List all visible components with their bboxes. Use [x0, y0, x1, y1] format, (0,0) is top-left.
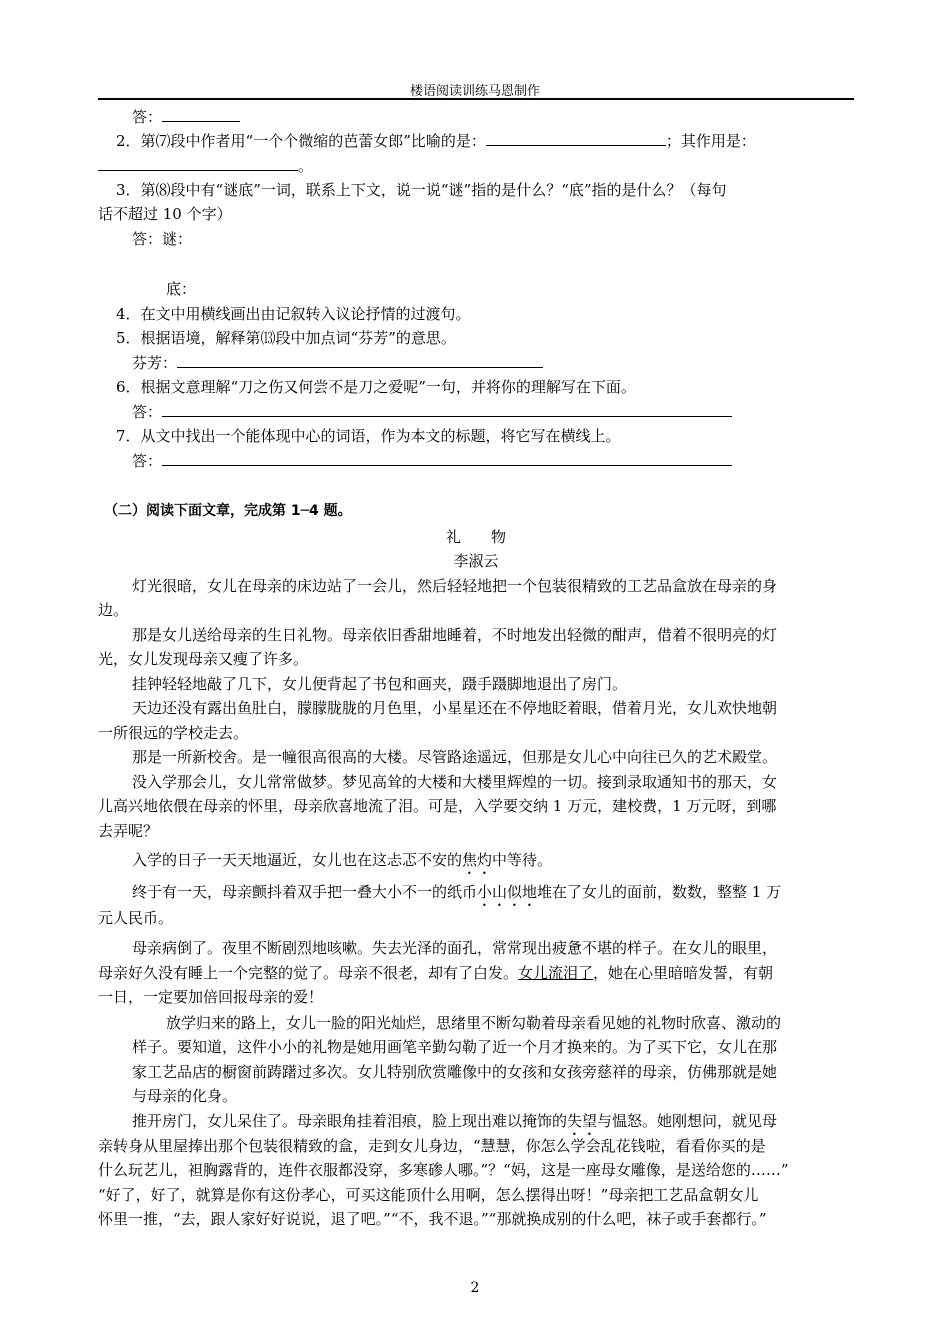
- header-rule: [98, 98, 854, 100]
- question-2-cont: 。: [98, 156, 858, 176]
- question-7: 7．从文中找出一个能体现中心的词语，作为本文的标题，将它写在横线上。: [116, 427, 621, 445]
- question-3-answer-2: 底：: [166, 280, 197, 298]
- paragraph-line: 没入学那会儿，女儿常常做梦。梦见高耸的大楼和大楼里辉煌的一切。接到录取通知书的那天，女: [132, 773, 778, 791]
- paragraph-line: 去弄呢？: [98, 822, 159, 840]
- paragraph-line: 元人民币。: [98, 909, 174, 927]
- page-header: 楼语阅读训练马恩制作: [409, 84, 540, 99]
- paragraph-line: 一所很远的学校走去。: [98, 724, 249, 742]
- paragraph-line: 家工艺品店的橱窗前踌躇过多次。女儿特别欣赏雕像中的女孩和女孩旁慈祥的母亲，仿佛那就是她: [132, 1063, 778, 1081]
- paragraph-line: 母亲病倒了。夜里不断剧烈地咳嗽。失去光泽的面孔，常常现出疲惫不堪的样子。在女儿的眼里，: [132, 939, 778, 957]
- paragraph-line: 放学归来的路上，女儿一脸的阳光灿烂，思绪里不断勾勒着母亲看见她的礼物时欣喜、激动的: [166, 1014, 782, 1032]
- paragraph-line: 亲转身从里屋捧出那个包装很精致的盒，走到女儿身边，“慧慧，你怎么学会乱花钱啦，看看你买的是: [98, 1137, 766, 1155]
- question-3-cont: 话不超过 10 个字）: [98, 205, 232, 223]
- question-7-answer: 答：: [132, 451, 892, 471]
- section-heading: （二）阅读下面文章，完成第 1─4 题。: [104, 503, 352, 519]
- paragraph-line: “好了，好了，就算是你有这份孝心，可买这能顶什么用啊，怎么摆得出呀！”母亲把工艺品盒朝女儿: [98, 1186, 759, 1204]
- prev-question-answer: 答：: [132, 107, 892, 127]
- question-3: 3．第⑻段中有“谜底”一词，联系上下文，说一说“谜”指的是什么？“底”指的是什么？（每句: [116, 181, 727, 199]
- question-4: 4．在文中用横线画出由记叙转入议论抒情的过渡句。: [116, 305, 471, 323]
- paragraph-line: 那是女儿送给母亲的生日礼物。母亲依旧香甜地睡着，不时地发出轻微的酣声，借着不很明亮的灯: [132, 626, 778, 644]
- question-2: 2．第⑺段中作者用“一个个微缩的芭蕾女郎”比喻的是： ；其作用是：: [116, 132, 756, 150]
- question-5-answer: 芬芳：: [132, 353, 892, 373]
- paragraph-line: 什么玩艺儿，袒胸露背的，连件衣服都没穿，多寒碜人哪。”？“妈，这是一座母女雕像，是送给您的……”: [98, 1161, 789, 1179]
- article-title: 礼 物: [445, 528, 506, 546]
- dotted-word: 失望: [567, 1112, 598, 1130]
- paragraph-line: 终于有一天，母亲颤抖着双手把一叠大小不一的纸币小山似地堆在了女儿的面前，数数，整整 1 万: [132, 883, 782, 901]
- underlined-phrase: 女儿流泪了: [518, 964, 594, 982]
- paragraph-line: 母亲好久没有睡上一个完整的觉了。母亲不很老，却有了白发。女儿流泪了，她在心里暗暗发誓，有朝: [98, 964, 774, 982]
- paragraph-line: 一日，一定要加倍回报母亲的爱！: [98, 988, 324, 1006]
- paragraph-line: 天边还没有露出鱼肚白，朦朦胧胧的月色里，小星星还在不停地眨着眼，借着月光，女儿欢快地朝: [132, 699, 778, 717]
- article-author: 李淑云: [453, 552, 499, 570]
- question-6-answer: 答：: [132, 402, 892, 422]
- paragraph-line: 入学的日子一天天地逼近，女儿也在这忐忑不安的焦灼中等待。: [132, 851, 553, 869]
- question-5: 5．根据语境，解释第⒀段中加点词“芬芳”的意思。: [116, 329, 456, 347]
- paragraph-line: 儿高兴地依偎在母亲的怀里，母亲欣喜地流了泪。可是，入学要交纳 1 万元，建校费，1 万元呀，到哪: [98, 797, 777, 815]
- question-3-answer-1: 答：谜：: [132, 230, 193, 248]
- question-6: 6．根据文意理解“刀之伤又何尝不是刀之爱呢”一句，并将你的理解写在下面。: [116, 378, 636, 396]
- dotted-word: 焦灼: [462, 851, 493, 869]
- paragraph-line: 灯光很暗，女儿在母亲的床边站了一会儿，然后轻轻地把一个包装很精致的工艺品盒放在母亲的身: [132, 577, 778, 595]
- dotted-word: 小山似地: [477, 883, 538, 901]
- paragraph-line: 怀里一推，“去，跟人家好好说说，退了吧。”“不，我不退。”“那就换成别的什么吧，袜子或手套都行。”: [98, 1210, 767, 1228]
- paragraph-line: 挂钟轻轻地敲了几下，女儿便背起了书包和画夹，蹑手蹑脚地退出了房门。: [132, 675, 628, 693]
- paragraph-line: 与母亲的化身。: [132, 1087, 238, 1105]
- paragraph-line: 推开房门，女儿呆住了。母亲眼角挂着泪痕，脸上现出难以掩饰的失望与愠怒。她刚想问，就见母: [132, 1112, 778, 1130]
- paragraph-line: 那是一所新校舍。是一幢很高很高的大楼。尽管路途遥远，但那是女儿心中向往已久的艺术殿堂。: [132, 748, 778, 766]
- paragraph-line: 样子。要知道，这件小小的礼物是她用画笔辛勤勾勒了近一个月才换来的。为了买下它，女儿在那: [132, 1038, 778, 1056]
- paragraph-line: 边。: [98, 601, 129, 619]
- page-number: 2: [470, 1280, 480, 1296]
- paragraph-line: 光，女儿发现母亲又瘦了许多。: [98, 650, 309, 668]
